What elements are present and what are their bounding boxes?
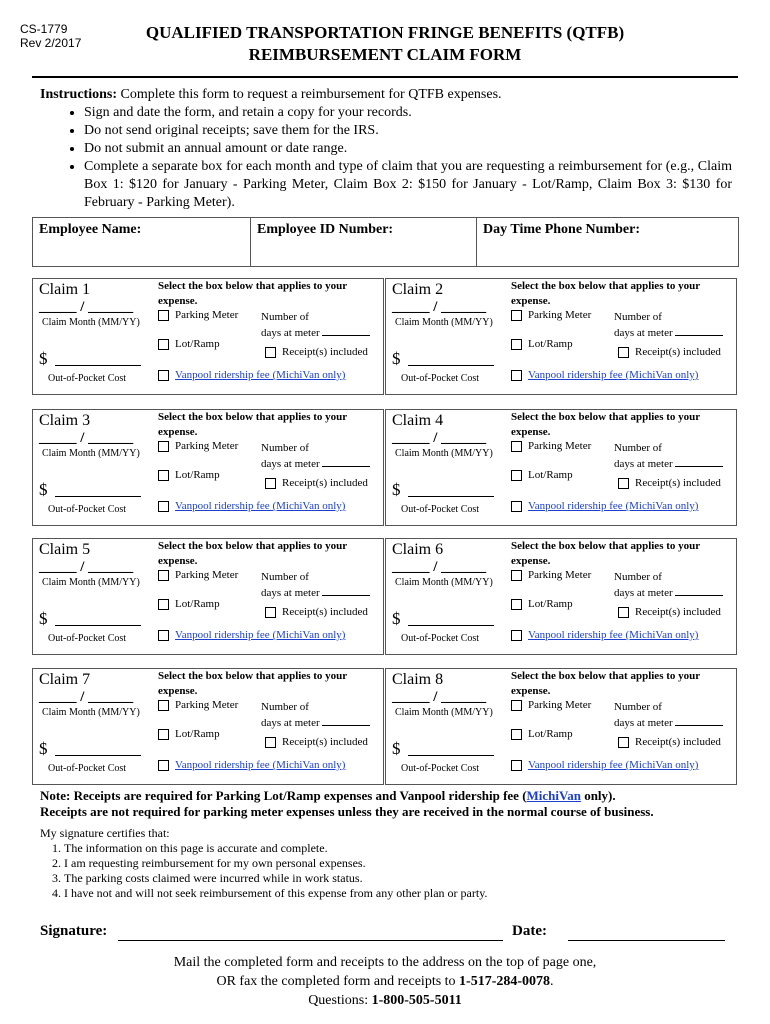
days-at-meter: [614, 699, 723, 731]
lot-ramp-option[interactable]: [511, 338, 573, 351]
note-text-end: only).: [580, 788, 616, 803]
claim-month-input[interactable]: _____ / ______: [392, 689, 487, 705]
lot-ramp-option[interactable]: [511, 598, 573, 611]
cost-caption: Out-of-Pocket Cost: [48, 763, 127, 774]
dollar-sign: $: [392, 609, 401, 628]
claim-month-input[interactable]: _____ / ______: [392, 430, 487, 446]
cost-caption: Out-of-Pocket Cost: [401, 504, 480, 515]
lot-ramp-label: Lot/Ramp: [528, 598, 573, 610]
vanpool-checkbox[interactable]: [158, 760, 169, 771]
days-label-2: days at meter: [261, 458, 320, 470]
receipts-option[interactable]: [265, 606, 368, 619]
vanpool-link[interactable]: Vanpool ridership fee (MichiVan only): [175, 369, 346, 381]
instruction-item: • Do not submit an annual amount or date range.: [84, 140, 732, 158]
vanpool-option[interactable]: [511, 629, 698, 642]
parking-meter-option[interactable]: [511, 309, 591, 322]
receipts-label: Receipt(s) included: [635, 606, 721, 618]
claim-month-caption: Claim Month (MM/YY): [42, 707, 140, 718]
claim-month-caption: Claim Month (MM/YY): [42, 448, 140, 459]
receipts-label: Receipt(s) included: [635, 736, 721, 748]
claim-title: Claim 4: [392, 412, 444, 429]
claim-box: [32, 668, 384, 785]
receipts-label: Receipt(s) included: [282, 477, 368, 489]
claim-month-caption: Claim Month (MM/YY): [395, 317, 493, 328]
questions-label: Questions:: [308, 993, 372, 1008]
claim-month-caption: Claim Month (MM/YY): [42, 577, 140, 588]
certification-list: [40, 841, 487, 901]
claim-box: [32, 538, 384, 655]
instruction-item: • Do not send original receipts; save them for the IRS.: [84, 122, 732, 140]
select-instruction: Select the box below that applies to your expense.: [158, 280, 347, 307]
days-label-1: Number of: [614, 571, 662, 583]
claim-box: [385, 538, 737, 655]
parking-meter-checkbox[interactable]: [158, 700, 169, 711]
select-instruction: Select the box below that applies to your expense.: [511, 540, 700, 567]
days-label-2: days at meter: [614, 717, 673, 729]
fax-instructions: OR fax the completed form and receipts to: [216, 974, 460, 989]
receipts-checkbox[interactable]: [265, 478, 276, 489]
date-line[interactable]: [568, 940, 725, 941]
parking-meter-option[interactable]: [158, 569, 238, 582]
lot-ramp-option[interactable]: [158, 338, 220, 351]
vanpool-link[interactable]: Vanpool ridership fee (MichiVan only): [528, 629, 699, 641]
lot-ramp-label: Lot/Ramp: [175, 338, 220, 350]
lot-ramp-checkbox[interactable]: [511, 470, 522, 481]
vanpool-checkbox[interactable]: [511, 630, 522, 641]
cost-input-line[interactable]: [55, 755, 141, 756]
instructions: [40, 86, 732, 212]
parking-meter-checkbox[interactable]: [158, 310, 169, 321]
fax-number: 1-517-284-0078: [459, 974, 551, 989]
days-label-2: days at meter: [614, 458, 673, 470]
employee-info-row: [32, 217, 739, 267]
signature-label: Signature:: [40, 923, 108, 939]
certification-item: 1. The information on this page is accurate and complete.: [64, 841, 487, 856]
date-label: Date:: [512, 923, 547, 939]
parking-meter-label: Parking Meter: [175, 309, 239, 321]
note-line-2: Receipts are not required for parking meter expenses unless they are received in the normal course of business.: [40, 804, 654, 819]
cost-caption: Out-of-Pocket Cost: [401, 763, 480, 774]
parking-meter-label: Parking Meter: [175, 569, 239, 581]
days-label-2: days at meter: [614, 327, 673, 339]
receipts-checkbox[interactable]: [265, 737, 276, 748]
receipts-option[interactable]: [618, 477, 721, 490]
mail-instructions: Mail the completed form and receipts to the address on the top of page one,: [173, 955, 597, 970]
vanpool-link[interactable]: Vanpool ridership fee (MichiVan only): [175, 500, 346, 512]
instructions-label: Instructions:: [40, 87, 118, 102]
employee-name-field[interactable]: [33, 218, 251, 266]
lot-ramp-label: Lot/Ramp: [528, 469, 573, 481]
vanpool-option[interactable]: [158, 759, 345, 772]
days-input-line[interactable]: [322, 457, 370, 467]
dollar-sign: $: [39, 609, 48, 628]
days-label-2: days at meter: [261, 327, 320, 339]
receipts-label: Receipt(s) included: [282, 736, 368, 748]
dollar-sign: $: [39, 480, 48, 499]
lot-ramp-option[interactable]: [511, 728, 573, 741]
lot-ramp-checkbox[interactable]: [511, 729, 522, 740]
vanpool-link[interactable]: Vanpool ridership fee (MichiVan only): [175, 759, 346, 771]
vanpool-checkbox[interactable]: [158, 501, 169, 512]
page-title: [95, 22, 675, 66]
parking-meter-checkbox[interactable]: [158, 441, 169, 452]
claim-month-input[interactable]: _____ / ______: [39, 299, 134, 315]
cost-input-line[interactable]: [55, 365, 141, 366]
form-code: [20, 22, 81, 50]
instruction-item: • Sign and date the form, and retain a copy for your records.: [84, 104, 732, 122]
parking-meter-option[interactable]: [511, 569, 591, 582]
vanpool-option[interactable]: [158, 629, 345, 642]
days-input-line[interactable]: [322, 586, 370, 596]
days-at-meter: [614, 309, 723, 341]
days-input-line[interactable]: [322, 716, 370, 726]
lot-ramp-label: Lot/Ramp: [528, 728, 573, 740]
certification: [40, 826, 487, 901]
vanpool-option[interactable]: [511, 369, 698, 382]
vanpool-checkbox[interactable]: [158, 630, 169, 641]
note-text: Note: Receipts are required for Parking Lot/Ramp expenses and Vanpool ridership fee (: [40, 788, 527, 803]
cost-caption: Out-of-Pocket Cost: [401, 633, 480, 644]
days-input-line[interactable]: [322, 326, 370, 336]
phone-number-field[interactable]: [477, 218, 738, 266]
vanpool-checkbox[interactable]: [511, 370, 522, 381]
dollar-sign: $: [39, 349, 48, 368]
claim-box: [385, 409, 737, 526]
title-divider: [32, 76, 738, 78]
lot-ramp-label: Lot/Ramp: [175, 728, 220, 740]
receipts-label: Receipt(s) included: [282, 346, 368, 358]
days-at-meter: [614, 440, 723, 472]
receipts-checkbox[interactable]: [618, 607, 629, 618]
receipts-option[interactable]: [618, 736, 721, 749]
dollar-sign: $: [39, 739, 48, 758]
instruction-item: • Complete a separate box for each month and type of claim that you are requesting a reimbursement for (e.g., Claim Box 1: $120 for January - Parking Meter, Claim Box 2: $150 for January - Lot/Ramp, Claim Box 3: $130 for February - Parking Meter).: [84, 158, 732, 212]
claim-month-input[interactable]: _____ / ______: [392, 299, 487, 315]
certification-item: 3. The parking costs claimed were incurred while in work status.: [64, 871, 487, 886]
days-at-meter: [614, 569, 723, 601]
days-at-meter: [261, 569, 370, 601]
vanpool-link[interactable]: Vanpool ridership fee (MichiVan only): [175, 629, 346, 641]
days-label-1: Number of: [261, 571, 309, 583]
receipts-label: Receipt(s) included: [635, 346, 721, 358]
lot-ramp-option[interactable]: [158, 598, 220, 611]
parking-meter-option[interactable]: [158, 699, 238, 712]
vanpool-option[interactable]: [511, 759, 698, 772]
claim-title: Claim 7: [39, 671, 91, 688]
parking-meter-checkbox[interactable]: [158, 570, 169, 581]
cost-input-line[interactable]: [408, 625, 494, 626]
receipts-option[interactable]: [265, 477, 368, 490]
certification-intro: My signature certifies that:: [40, 826, 170, 840]
vanpool-checkbox[interactable]: [158, 370, 169, 381]
parking-meter-checkbox[interactable]: [511, 441, 522, 452]
days-label-1: Number of: [261, 442, 309, 454]
days-label-1: Number of: [614, 442, 662, 454]
certification-item: 4. I have not and will not seek reimbursement of this expense from any other plan or party.: [64, 886, 487, 901]
cost-input-line[interactable]: [408, 755, 494, 756]
lot-ramp-checkbox[interactable]: [511, 599, 522, 610]
receipts-option[interactable]: [265, 736, 368, 749]
select-instruction: Select the box below that applies to your expense.: [158, 670, 347, 697]
dollar-sign: $: [392, 349, 401, 368]
cost-caption: Out-of-Pocket Cost: [48, 373, 127, 384]
claim-month-input[interactable]: _____ / ______: [39, 559, 134, 575]
lot-ramp-checkbox[interactable]: [158, 599, 169, 610]
claim-title: Claim 5: [39, 541, 91, 558]
certification-item: 2. I am requesting reimbursement for my own personal expenses.: [64, 856, 487, 871]
title-line-1: QUALIFIED TRANSPORTATION FRINGE BENEFITS (QTFB): [145, 23, 625, 42]
lot-ramp-option[interactable]: [158, 469, 220, 482]
days-at-meter: [261, 440, 370, 472]
lot-ramp-label: Lot/Ramp: [175, 469, 220, 481]
title-line-2: REIMBURSEMENT CLAIM FORM: [248, 45, 522, 64]
lot-ramp-option[interactable]: [511, 469, 573, 482]
parking-meter-option[interactable]: [158, 309, 238, 322]
parking-meter-option[interactable]: [511, 440, 591, 453]
employee-name-label: Employee Name:: [39, 222, 142, 237]
claim-title: Claim 6: [392, 541, 444, 558]
days-label-2: days at meter: [261, 587, 320, 599]
receipts-checkbox[interactable]: [618, 478, 629, 489]
select-instruction: Select the box below that applies to your expense.: [511, 670, 700, 697]
claim-month-input[interactable]: _____ / ______: [392, 559, 487, 575]
cost-input-line[interactable]: [408, 365, 494, 366]
claim-month-input[interactable]: _____ / ______: [39, 689, 134, 705]
signature-line[interactable]: [118, 940, 503, 941]
parking-meter-label: Parking Meter: [528, 699, 592, 711]
vanpool-link[interactable]: Vanpool ridership fee (MichiVan only): [528, 500, 699, 512]
instructions-list: [40, 104, 732, 212]
parking-meter-checkbox[interactable]: [511, 570, 522, 581]
claim-title: Claim 1: [39, 281, 91, 298]
days-input-line[interactable]: [675, 586, 723, 596]
vanpool-checkbox[interactable]: [511, 760, 522, 771]
receipts-checkbox[interactable]: [618, 347, 629, 358]
vanpool-link[interactable]: Vanpool ridership fee (MichiVan only): [528, 369, 699, 381]
vanpool-option[interactable]: [511, 500, 698, 513]
receipts-checkbox[interactable]: [265, 607, 276, 618]
receipts-option[interactable]: [618, 606, 721, 619]
claim-month-input[interactable]: _____ / ______: [39, 430, 134, 446]
lot-ramp-checkbox[interactable]: [158, 470, 169, 481]
receipts-label: Receipt(s) included: [282, 606, 368, 618]
form-revision: Rev 2/2017: [20, 36, 82, 50]
days-input-line[interactable]: [675, 457, 723, 467]
days-label-1: Number of: [261, 311, 309, 323]
receipts-checkbox[interactable]: [265, 347, 276, 358]
receipts-option[interactable]: [618, 346, 721, 359]
parking-meter-option[interactable]: [511, 699, 591, 712]
receipt-note: [40, 788, 740, 820]
cost-input-line[interactable]: [408, 496, 494, 497]
vanpool-option[interactable]: [158, 369, 345, 382]
parking-meter-label: Parking Meter: [528, 309, 592, 321]
michivan-link[interactable]: MichiVan: [526, 788, 581, 803]
lot-ramp-option[interactable]: [158, 728, 220, 741]
fax-period: .: [550, 974, 554, 989]
instructions-intro: Complete this form to request a reimbursement for QTFB expenses.: [120, 87, 502, 102]
claim-box: [385, 668, 737, 785]
select-instruction: Select the box below that applies to your expense.: [511, 411, 700, 438]
parking-meter-label: Parking Meter: [528, 440, 592, 452]
lot-ramp-checkbox[interactable]: [158, 729, 169, 740]
claim-month-caption: Claim Month (MM/YY): [42, 317, 140, 328]
questions-phone: 1-800-505-5011: [371, 993, 462, 1008]
days-label-1: Number of: [614, 701, 662, 713]
parking-meter-label: Parking Meter: [175, 699, 239, 711]
parking-meter-checkbox[interactable]: [511, 700, 522, 711]
dollar-sign: $: [392, 739, 401, 758]
select-instruction: Select the box below that applies to your expense.: [158, 540, 347, 567]
claim-box: [385, 278, 737, 395]
claim-month-caption: Claim Month (MM/YY): [395, 448, 493, 459]
cost-caption: Out-of-Pocket Cost: [401, 373, 480, 384]
cost-caption: Out-of-Pocket Cost: [48, 504, 127, 515]
parking-meter-label: Parking Meter: [528, 569, 592, 581]
employee-id-field[interactable]: [251, 218, 477, 266]
days-input-line[interactable]: [675, 326, 723, 336]
parking-meter-checkbox[interactable]: [511, 310, 522, 321]
days-at-meter: [261, 309, 370, 341]
claim-title: Claim 3: [39, 412, 91, 429]
lot-ramp-label: Lot/Ramp: [528, 338, 573, 350]
claim-month-caption: Claim Month (MM/YY): [395, 577, 493, 588]
parking-meter-option[interactable]: [158, 440, 238, 453]
employee-id-label: Employee ID Number:: [257, 222, 394, 237]
claim-month-caption: Claim Month (MM/YY): [395, 707, 493, 718]
vanpool-option[interactable]: [158, 500, 345, 513]
claim-box: [32, 278, 384, 395]
select-instruction: Select the box below that applies to your expense.: [158, 411, 347, 438]
vanpool-link[interactable]: Vanpool ridership fee (MichiVan only): [528, 759, 699, 771]
form-number: CS-1779: [20, 22, 68, 36]
phone-number-label: Day Time Phone Number:: [483, 222, 640, 237]
days-label-1: Number of: [614, 311, 662, 323]
cost-caption: Out-of-Pocket Cost: [48, 633, 127, 644]
parking-meter-label: Parking Meter: [175, 440, 239, 452]
claim-box: [32, 409, 384, 526]
lot-ramp-checkbox[interactable]: [158, 339, 169, 350]
dollar-sign: $: [392, 480, 401, 499]
lot-ramp-checkbox[interactable]: [511, 339, 522, 350]
days-label-1: Number of: [261, 701, 309, 713]
days-label-2: days at meter: [614, 587, 673, 599]
days-label-2: days at meter: [261, 717, 320, 729]
claim-title: Claim 2: [392, 281, 444, 298]
receipts-label: Receipt(s) included: [635, 477, 721, 489]
days-input-line[interactable]: [675, 716, 723, 726]
footer: [0, 953, 770, 1010]
claim-title: Claim 8: [392, 671, 444, 688]
select-instruction: Select the box below that applies to your expense.: [511, 280, 700, 307]
receipts-option[interactable]: [265, 346, 368, 359]
receipts-checkbox[interactable]: [618, 737, 629, 748]
cost-input-line[interactable]: [55, 625, 141, 626]
days-at-meter: [261, 699, 370, 731]
cost-input-line[interactable]: [55, 496, 141, 497]
lot-ramp-label: Lot/Ramp: [175, 598, 220, 610]
vanpool-checkbox[interactable]: [511, 501, 522, 512]
